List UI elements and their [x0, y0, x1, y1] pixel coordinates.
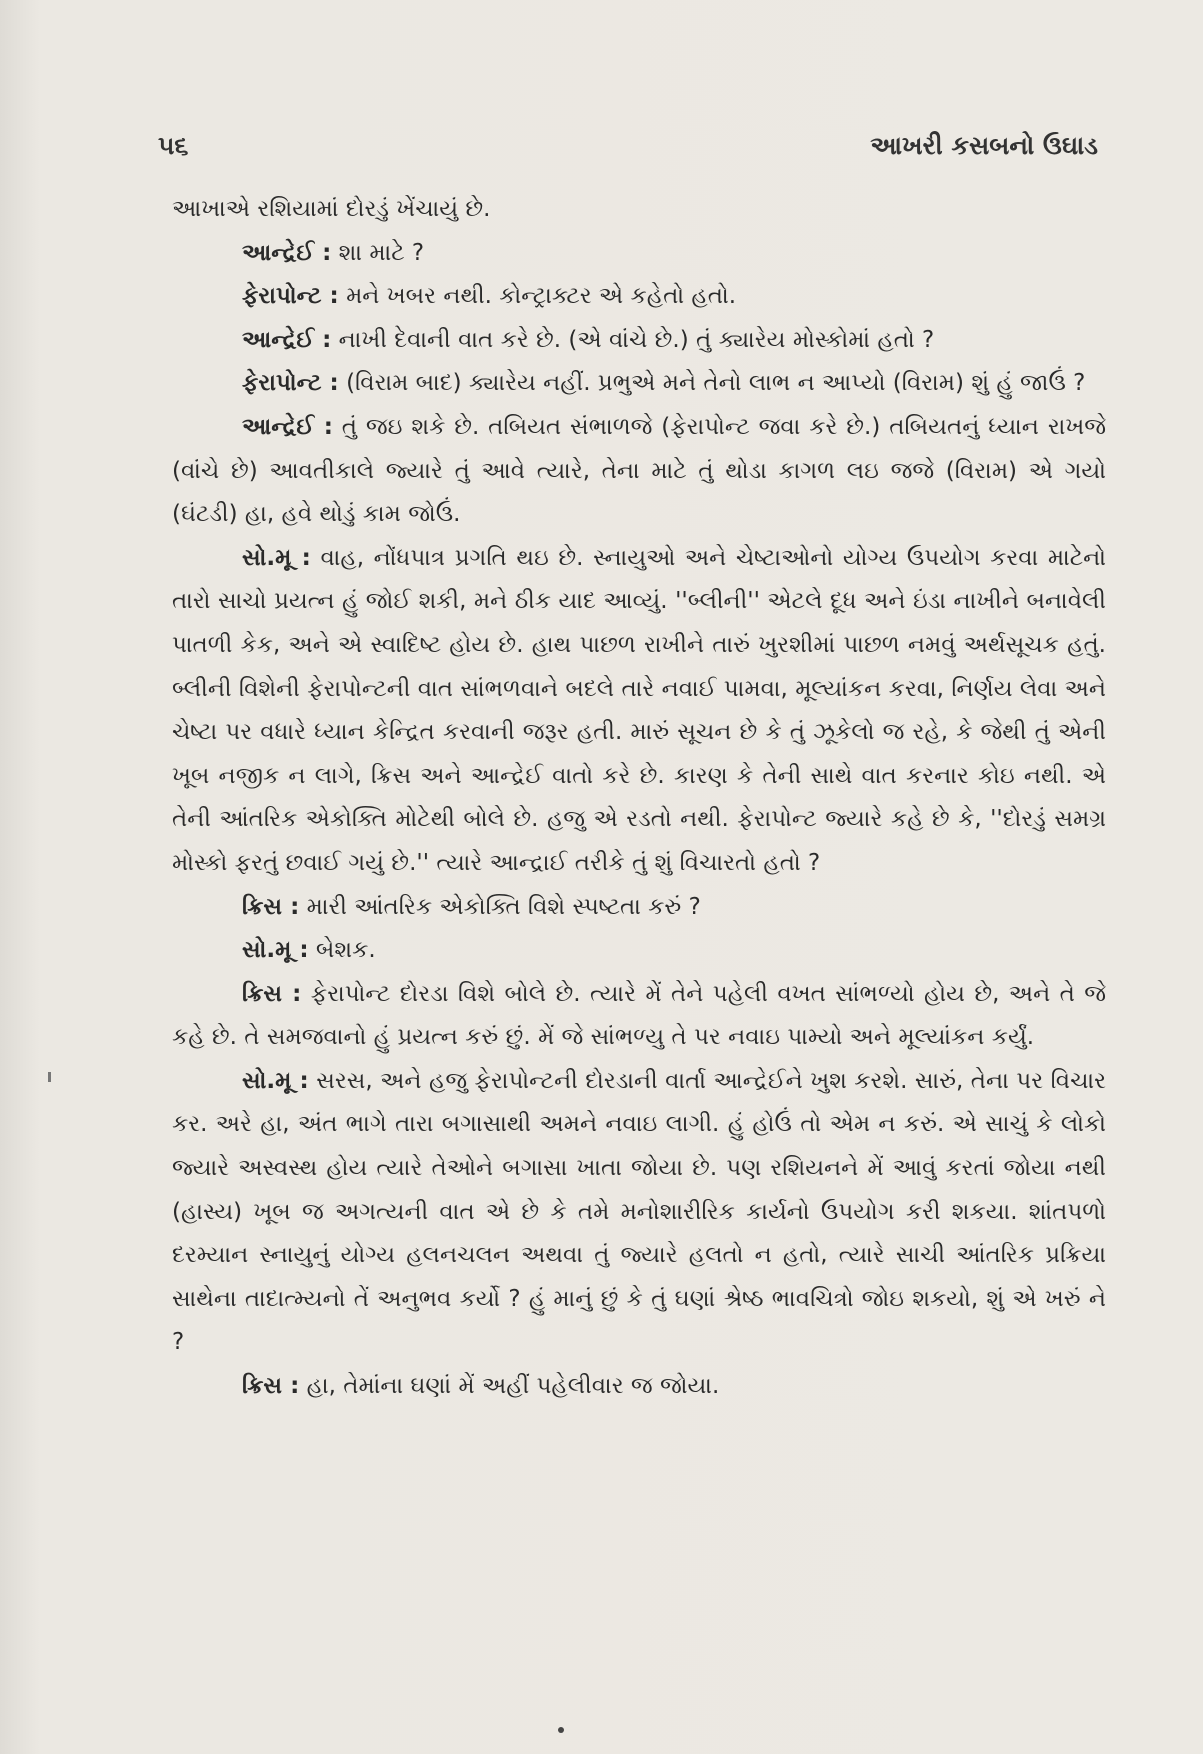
- dialogue-paragraph: [172, 319, 1106, 363]
- dialogue-paragraph: [172, 886, 1106, 930]
- dialogue-text: નાખી દેવાની વાત કરે છે. (એ વાંચે છે.) તું ક્યારેય મોસ્કોમાં હતો ?: [338, 326, 935, 353]
- page-body: [172, 188, 1106, 1409]
- dialogue-text: બેશક.: [315, 937, 376, 964]
- dialogue-text: શા માટે ?: [338, 239, 425, 266]
- dialogue-text: સરસ, અને હજુ ફેરાપોન્ટની દોરડાની વાર્તા આન્દ્રેઈને ખુશ કરશે. સારું, તેના પર વિચાર કર. અરે હા, અંત ભાગે તારા બગાસાથી અમને નવાઇ લાગી. હું હોઉં તો એમ ન કરું. એ સાચું કે લોકો જ્યારે અસ્વસ્થ હોય ત્યારે તેઓને બગાસા ખાતા જોયા છે. પણ રશિયનને મેં આવું કરતાં જોયા નથી (હાસ્ય) ખૂબ જ અગત્યની વાત એ છે કે તમે મનોશારીરિક કાર્યનો ઉપયોગ કરી શકયા. શાંતપળો દરમ્યાન સ્નાયુનું યોગ્ય હલનચલન અથવા તું જ્યારે હલતો ન હતો, ત્યારે સાચી આંતરિક પ્રક્રિયા સાથેના તાદાત્મ્યનો તેં અનુભવ કર્યો ? હું માનું છું કે તું ઘણાં શ્રેષ્ઠ ભાવચિત્રો જોઇ શકયો, શું એ ખરું ને ?: [172, 1067, 1107, 1356]
- dialogue-paragraph: [172, 537, 1106, 886]
- speaker-name: ક્રિસ :: [242, 980, 302, 1007]
- running-title: આખરી કસબનો ઉઘાડ: [870, 131, 1098, 160]
- dialogue-paragraph: [172, 275, 1106, 319]
- speaker-name: ફેરાપોન્ટ :: [242, 370, 339, 397]
- dialogue-paragraph: [172, 1365, 1106, 1409]
- dialogue-paragraph: [172, 232, 1106, 276]
- page-header: [158, 131, 1098, 167]
- paragraph-text: આખાએ રશિયામાં દોરડું ખેંચાયું છે.: [172, 196, 491, 222]
- speaker-name: આન્દ્રેઈ :: [242, 239, 332, 266]
- margin-mark: [48, 1072, 51, 1082]
- speaker-name: સો.મૂ :: [242, 1067, 309, 1094]
- dialogue-paragraph: [172, 929, 1106, 973]
- speaker-name: ફેરાપોન્ટ :: [242, 283, 339, 310]
- footer-dot: [558, 1727, 564, 1733]
- dialogue-paragraph: [172, 362, 1106, 406]
- speaker-name: ક્રિસ :: [242, 893, 300, 920]
- dialogue-text: તું જઇ શકે છે. તબિયત સંભાળજે (ફેરાપોન્ટ જવા કરે છે.) તબિયતનું ધ્યાન રાખજે (વાંચે છે) આવતીકાલે જ્યારે તું આવે ત્યારે, તેના માટે તું થોડા કાગળ લઇ જજે (વિરામ) એ ગયો (ઘંટડી) હા, હવે થોડું કામ જોઉં.: [172, 413, 1107, 528]
- speaker-name: આન્દ્રેઈ :: [242, 326, 332, 353]
- paragraph: [172, 188, 1106, 232]
- dialogue-paragraph: [172, 973, 1106, 1060]
- dialogue-paragraph: [172, 1060, 1106, 1365]
- dialogue-text: ફેરાપોન્ટ દોરડા વિશે બોલે છે. ત્યારે મેં તેને પહેલી વખત સાંભળ્યો હોય છે, અને તે જે કહે છે. તે સમજવાનો હું પ્રયત્ન કરું છું. મેં જે સાંભળ્યુ તે પર નવાઇ પામ્યો અને મૂલ્યાંકન કર્યું.: [172, 980, 1106, 1051]
- speaker-name: આન્દ્રેઈ :: [242, 413, 333, 440]
- dialogue-paragraph: [172, 406, 1106, 537]
- dialogue-text: મને ખબર નથી. કોન્ટ્રાક્ટર એ કહેતો હતો.: [346, 283, 737, 310]
- speaker-name: ક્રિસ :: [242, 1373, 300, 1400]
- speaker-name: સો.મૂ :: [242, 544, 311, 571]
- dialogue-text: મારી આંતરિક એકોક્તિ વિશે સ્પષ્ટતા કરું ?: [306, 893, 701, 920]
- dialogue-text: (વિરામ બાદ) ક્યારેય નહીં. પ્રભુએ મને તેનો લાભ ન આપ્યો (વિરામ) શું હું જાઉં ?: [346, 370, 1086, 397]
- dialogue-text: હા, તેમાંના ઘણાં મેં અહીં પહેલીવાર જ જોયા.: [306, 1373, 720, 1400]
- dialogue-text: વાહ, નોંધપાત્ર પ્રગતિ થઇ છે. સ્નાયુઓ અને ચેષ્ટાઓનો યોગ્ય ઉપયોગ કરવા માટેનો તારો સાચો પ્રયત્ન હું જોઈ શકી, મને ઠીક યાદ આવ્યું. ''બ્લીની'' એટલે દૂધ અને ઇંડા નાખીને બનાવેલી પાતળી કેક, અને એ સ્વાદિષ્ટ હોય છે. હાથ પાછળ રાખીને તારું ખુરશીમાં પાછળ નમવું અર્થસૂચક હતું. બ્લીની વિશેની ફેરાપોન્ટની વાત સાંભળવાને બદલે તારે નવાઈ પામવા, મૂલ્યાંકન કરવા, નિર્ણય લેવા અને ચેષ્ટા પર વધારે ધ્યાન કેન્દ્રિત કરવાની જરૂર હતી. મારું સૂચન છે કે તું ઝૂકેલો જ રહે, કે જેથી તું એની ખૂબ નજીક ન લાગે, ક્રિસ અને આન્દ્રેઈ વાતો કરે છે. કારણ કે તેની સાથે વાત કરનાર કોઇ નથી. એ તેની આંતરિક એકોક્તિ મોટેથી બોલે છે. હજુ એ રડતો નથી. ફેરાપોન્ટ જ્યારે કહે છે કે, ''દોરડું સમગ્ર મોસ્કો ફરતું છવાઈ ગયું છે.'' ત્યારે આન્દ્રાઈ તરીકે તું શું વિચારતો હતો ?: [172, 544, 1107, 876]
- speaker-name: સો.મૂ :: [242, 937, 309, 964]
- page-number: ૫૬: [158, 131, 189, 160]
